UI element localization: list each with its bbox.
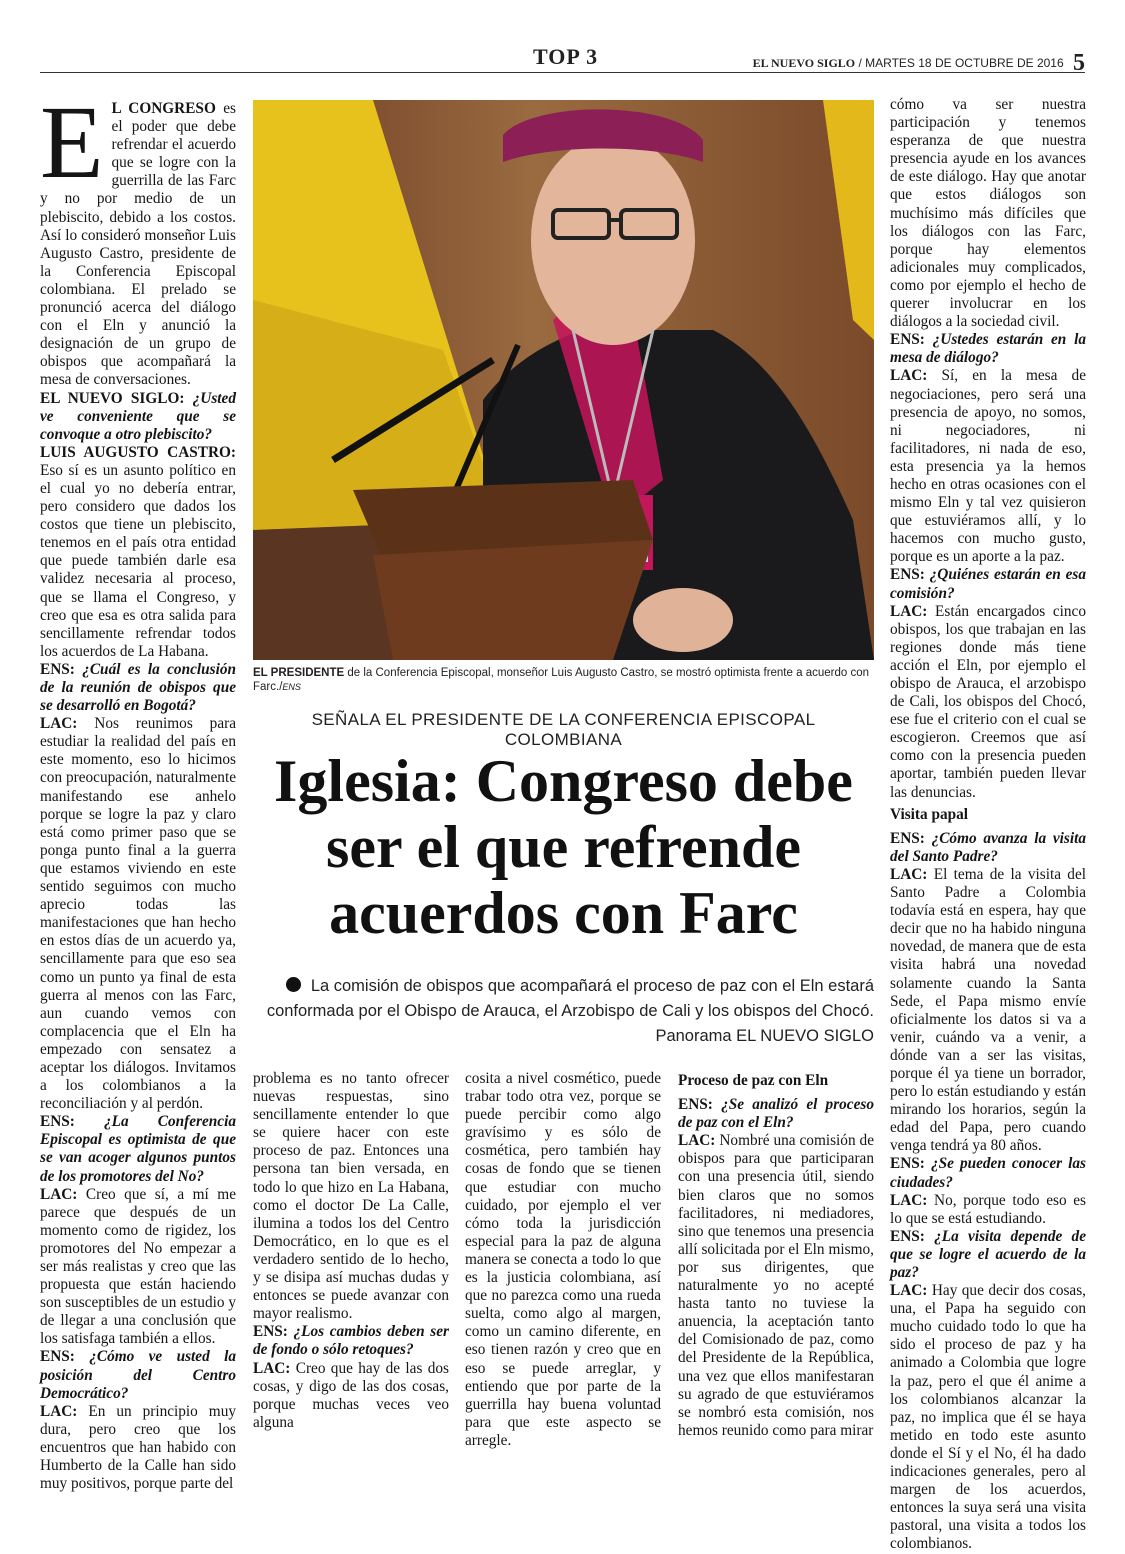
question <box>890 1155 1086 1191</box>
answer <box>253 1360 449 1432</box>
answer-text: Sí, en la mesa de negociaciones, pero será una presencia de apoyo, no somos, ni negociadores, ni facilitadores, ni nada de eso, esta presencia ya la hemos hecho en otras ocasiones con el mismo Eln y tal vez quisieron que estuviéramos allí, y lo hacemos con mucho gusto, porque es un aporte a la paz. <box>890 367 1086 566</box>
answer <box>890 1282 1086 1553</box>
speaker: LAC: <box>253 1359 291 1377</box>
hand <box>633 588 733 652</box>
speaker: LAC: <box>890 367 928 385</box>
subheading: Visita papal <box>890 805 969 823</box>
drop-cap: E <box>40 85 104 200</box>
speaker: LAC: <box>678 1132 716 1150</box>
answer <box>40 1186 236 1349</box>
question-text: ¿Usted ve conveniente que se convoque a otro plebiscito? <box>40 389 236 443</box>
speaker: ENS: <box>678 1096 713 1114</box>
question-text: ¿Se pueden conocer las ciudades? <box>890 1155 1086 1191</box>
answer <box>40 715 236 1113</box>
answer <box>40 444 236 661</box>
speaker: LAC: <box>40 715 78 733</box>
question <box>890 830 1086 866</box>
caption-text: de la Conferencia Episcopal, monseñor Luis Augusto Castro, se mostró optimista frente a acuerdo con Farc./ <box>253 667 869 693</box>
question <box>890 331 1086 367</box>
question-text: ¿La Conferencia Episcopal es optimista de que se van acoger algunos puntos de los promotores del No? <box>40 1113 236 1185</box>
paragraph: problema es no tanto ofrecer nuevas respuestas, sino sencillamente entender lo que se quiere hacer con este proceso de paz. Entonces una persona tan bien versada, en todo lo que hizo en La Habana, como el doctor De La Calle, ilumina a todos los del Centro Democrático, en lo que es el verdadero sentido de lo hecho, y se disipa así muchas dudas y entonces se puede avanzar con mayor realismo. <box>253 1070 449 1323</box>
question-text: ¿Cómo avanza la visita del Santo Padre? <box>890 829 1086 865</box>
speaker: ENS: <box>40 1113 75 1131</box>
column-4 <box>678 1068 874 1439</box>
header-rule <box>40 72 1085 73</box>
question-text: ¿Cuál es la conclusión de la reunión de obispos que se desarrolló en Bogotá? <box>40 660 236 715</box>
speaker: EL NUEVO SIGLO: <box>40 389 185 407</box>
issue-date: / MARTES 18 DE OCTUBRE DE 2016 <box>858 56 1064 70</box>
speaker: ENS: <box>890 1155 925 1173</box>
answer <box>890 866 1086 1156</box>
speaker: LUIS AUGUSTO CASTRO: <box>40 443 236 461</box>
answer <box>678 1132 874 1440</box>
section-tag: TOP 3 <box>533 44 599 69</box>
speaker: LAC: <box>890 1282 928 1300</box>
summary-text: La comisión de obispos que acompañará el proceso de paz con el Eln estará conformada por el Obispo de Arauca, el Arzobispo de Cali y los obispos del Chocó. Panorama EL NUEVO SIGLO <box>266 977 874 1045</box>
question <box>40 1113 236 1185</box>
answer-text: En un principio muy dura, pero creo que los encuentros que han habido con Humberto de la Calle han sido muy positivos, porque parte del <box>40 1402 236 1493</box>
question <box>890 1228 1086 1282</box>
question <box>40 390 236 444</box>
speaker: ENS: <box>890 1227 925 1245</box>
lectern <box>373 540 653 660</box>
speaker: ENS: <box>253 1323 288 1341</box>
answer-text: Nombré una comisión de obispos para que participaran con una presencia útil, siendo bien claros que no somos facilitadores, ni mediadores, sino que tenemos una presencia allí solicitada por el Eln mismo, por sus dirigentes, que naturalmente yo no acepté hasta tanto no tuviese la anuencia, la aceptación tanto del Comisionado de paz, como del Presidente de la República, una vez que ellos manifestaran su agrado de que estuviéramos se nombró esta comisión, nos hemos reunido como para mirar <box>678 1132 874 1439</box>
answer <box>890 367 1086 566</box>
answer <box>890 603 1086 802</box>
answer-text: Creo que sí, a mí me parece que después de un momento como de rigidez, los promotores del No empezar a ser más realistas y creo que las propuesta que están haciendo son susceptibles de un estudio y de llegar a una conclusión que los satisfaga también a ellos. <box>40 1185 236 1348</box>
speaker: ENS: <box>890 566 925 584</box>
question <box>40 661 236 715</box>
bishop-photo <box>253 100 874 660</box>
answer-text: El tema de la visita del Santo Padre a Colombia todavía está en espera, hay que decir que no ha habido ninguna novedad, de manera que de esta visita habrá una novedad solamente cuando la Santa Sede, el Papa mismo envíe oficialmente los datos si va a venir, cuándo va a venir, a dónde van a ser las visitas, porque él ya tiene un borrador, pero lo están estudiando y están mirando los horarios, según la edad del Papa, pero cuando venga tendrá ya 80 años. <box>890 865 1086 1155</box>
paper-name: EL NUEVO SIGLO <box>752 56 856 70</box>
page-number: 5 <box>1073 50 1085 76</box>
question-text: ¿La visita depende de que se logre el acuerdo de la paz? <box>890 1227 1086 1281</box>
speaker: LAC: <box>890 602 928 620</box>
column-3 <box>465 1070 661 1449</box>
question <box>890 566 1086 602</box>
paragraph: cosita a nivel cosmético, puede trabar todo otra vez, porque se puede percibir como algo gravísimo y es sólo de cosmética, pero también hay cosas de fondo que se tienen que estudiar con mucho cuidado, por ejemplo el ver cómo toda la jurisdicción especial para la paz de alguna manera se conecta a todo lo que es la justicia colombiana, así que no parezca como una rueda suelta, como algo al margen, como un camino diferente, en eso tienen razón y creo que en eso se puede arreglar, y entiendo que por parte de la guerrilla hay buena voluntad para que este aspecto se arregle. <box>465 1070 661 1449</box>
summary <box>253 974 874 1049</box>
speaker: LAC: <box>890 1191 928 1209</box>
question-text: ¿Los cambios deben ser de fondo o sólo retoques? <box>253 1323 449 1359</box>
question-text: ¿Se analizó el proceso de paz con el Eln? <box>678 1096 874 1132</box>
answer-text: Eso sí es un asunto político en el cual yo no debería entrar, pero considero que dados los costos que tiene un plebiscito, tenemos en el país otra entidad que puede también darle esa validez necesaria al proceso, que se llama el Congreso, y creo que esa es otra salida para sencillamente refrendar todos los acuerdos de La Habana. <box>40 461 236 660</box>
photo-credit: ENS <box>282 682 301 692</box>
answer-text: Hay que decir dos cosas, una, el Papa ha seguido con mucho cuidado todo lo que ha sido el proceso de paz y ha animado a Colombia que logre la paz, pero el que él anime a los colombianos alcanzar la paz, no implica que él se haya metido en todo este asunto donde el Sí y el No, él ha dado indicaciones generales, pero al margen de los acuerdos, entonces la suya será una visita pastoral, una visita a todos los colombianos. <box>890 1282 1086 1553</box>
speaker: LAC: <box>40 1185 78 1203</box>
speaker: LAC: <box>890 865 928 883</box>
bullet-icon <box>286 977 301 992</box>
kicker: SEÑALA EL PRESIDENTE DE LA CONFERENCIA EPISCOPAL COLOMBIANA <box>311 710 816 749</box>
answer-text: Están encargados cinco obispos, los que trabajan en las regiones donde más tiene acción el Eln, por ejemplo el obispo de Arauca, el arzobispo de Cali, los obispos del Chocó, ese fue el criterio con el cual se escogieron. Creemos que así como con la presencia pueden aportar, también pueden llevar las denuncias. <box>890 602 1086 801</box>
intro-text: es el poder que debe refrendar el acuerdo que se logre con la guerrilla de las Farc y no por medio de un plebiscito, debido a los costos. Así lo consideró monseñor Luis Augusto Castro, presidente de la Conferencia Episcopal colombiana. El prelado se pronunció acerca del diálogo con el Eln y anunció la designación de un grupo de obispos que acompañará la mesa de conversaciones. <box>40 100 236 389</box>
column-5 <box>890 96 1086 1553</box>
question-text: ¿Quiénes estarán en esa comisión? <box>890 566 1086 602</box>
column-1 <box>40 85 236 1493</box>
paragraph: cómo va ser nuestra participación y tenemos esperanza de que nuestra presencia ayude en los avances de este diálogo. Hay que anotar que estos diálogos son muchísimo más difíciles que los diálogos con las Farc, porque hay elementos adicionales muy complicados, como por ejemplo el hecho de querer involucrar en los diálogos a la sociedad civil. <box>890 96 1086 331</box>
answer <box>890 1192 1086 1228</box>
answer-text: Creo que hay de las dos cosas, y digo de las dos cosas, porque muchas veces veo alguna <box>253 1359 449 1431</box>
speaker: ENS: <box>40 1348 75 1366</box>
answer-text: Nos reunimos para estudiar la realidad del país en este momento, eso lo hicimos con preocupación, naturalmente manifestando ese anhelo porque se logre la paz y claro está como primer paso que se ponga punto final a la guerra que estamos viviendo en este sentido seguimos con mucho aprecio todas las manifestaciones que han hecho en estos días de un acuerdo ya, sencillamente para que eso sea como un punto ya final de esta guerra al menos con las Farc, aun cuando vemos con complacencia que el Eln ha empezado con sensatez a aceptar los diálogos. Invitamos a los colombianos a la reconciliación y al perdón. <box>40 715 236 1113</box>
question <box>40 1348 236 1402</box>
question-text: ¿Ustedes estarán en la mesa de diálogo? <box>890 331 1086 367</box>
question-text: ¿Cómo ve usted la posición del Centro Democrático? <box>40 1348 236 1402</box>
lead-words: L CONGRESO <box>111 100 216 117</box>
subheading: Proceso de paz con Eln <box>678 1072 829 1089</box>
answer <box>40 1403 236 1493</box>
answer-text: No, porque todo eso es lo que se está estudiando. <box>890 1191 1086 1227</box>
speaker: LAC: <box>40 1402 78 1420</box>
speaker: ENS: <box>890 829 925 847</box>
headline: Iglesia: Congreso debe ser el que refrende acuerdos con Farc <box>274 748 853 946</box>
question <box>678 1096 874 1132</box>
photo-illustration <box>253 100 874 660</box>
speaker: ENS: <box>890 331 925 349</box>
photo-caption <box>253 666 874 694</box>
caption-lead: EL PRESIDENTE <box>253 667 345 679</box>
speaker: ENS: <box>40 660 75 678</box>
question <box>253 1323 449 1359</box>
column-2 <box>253 1070 449 1431</box>
